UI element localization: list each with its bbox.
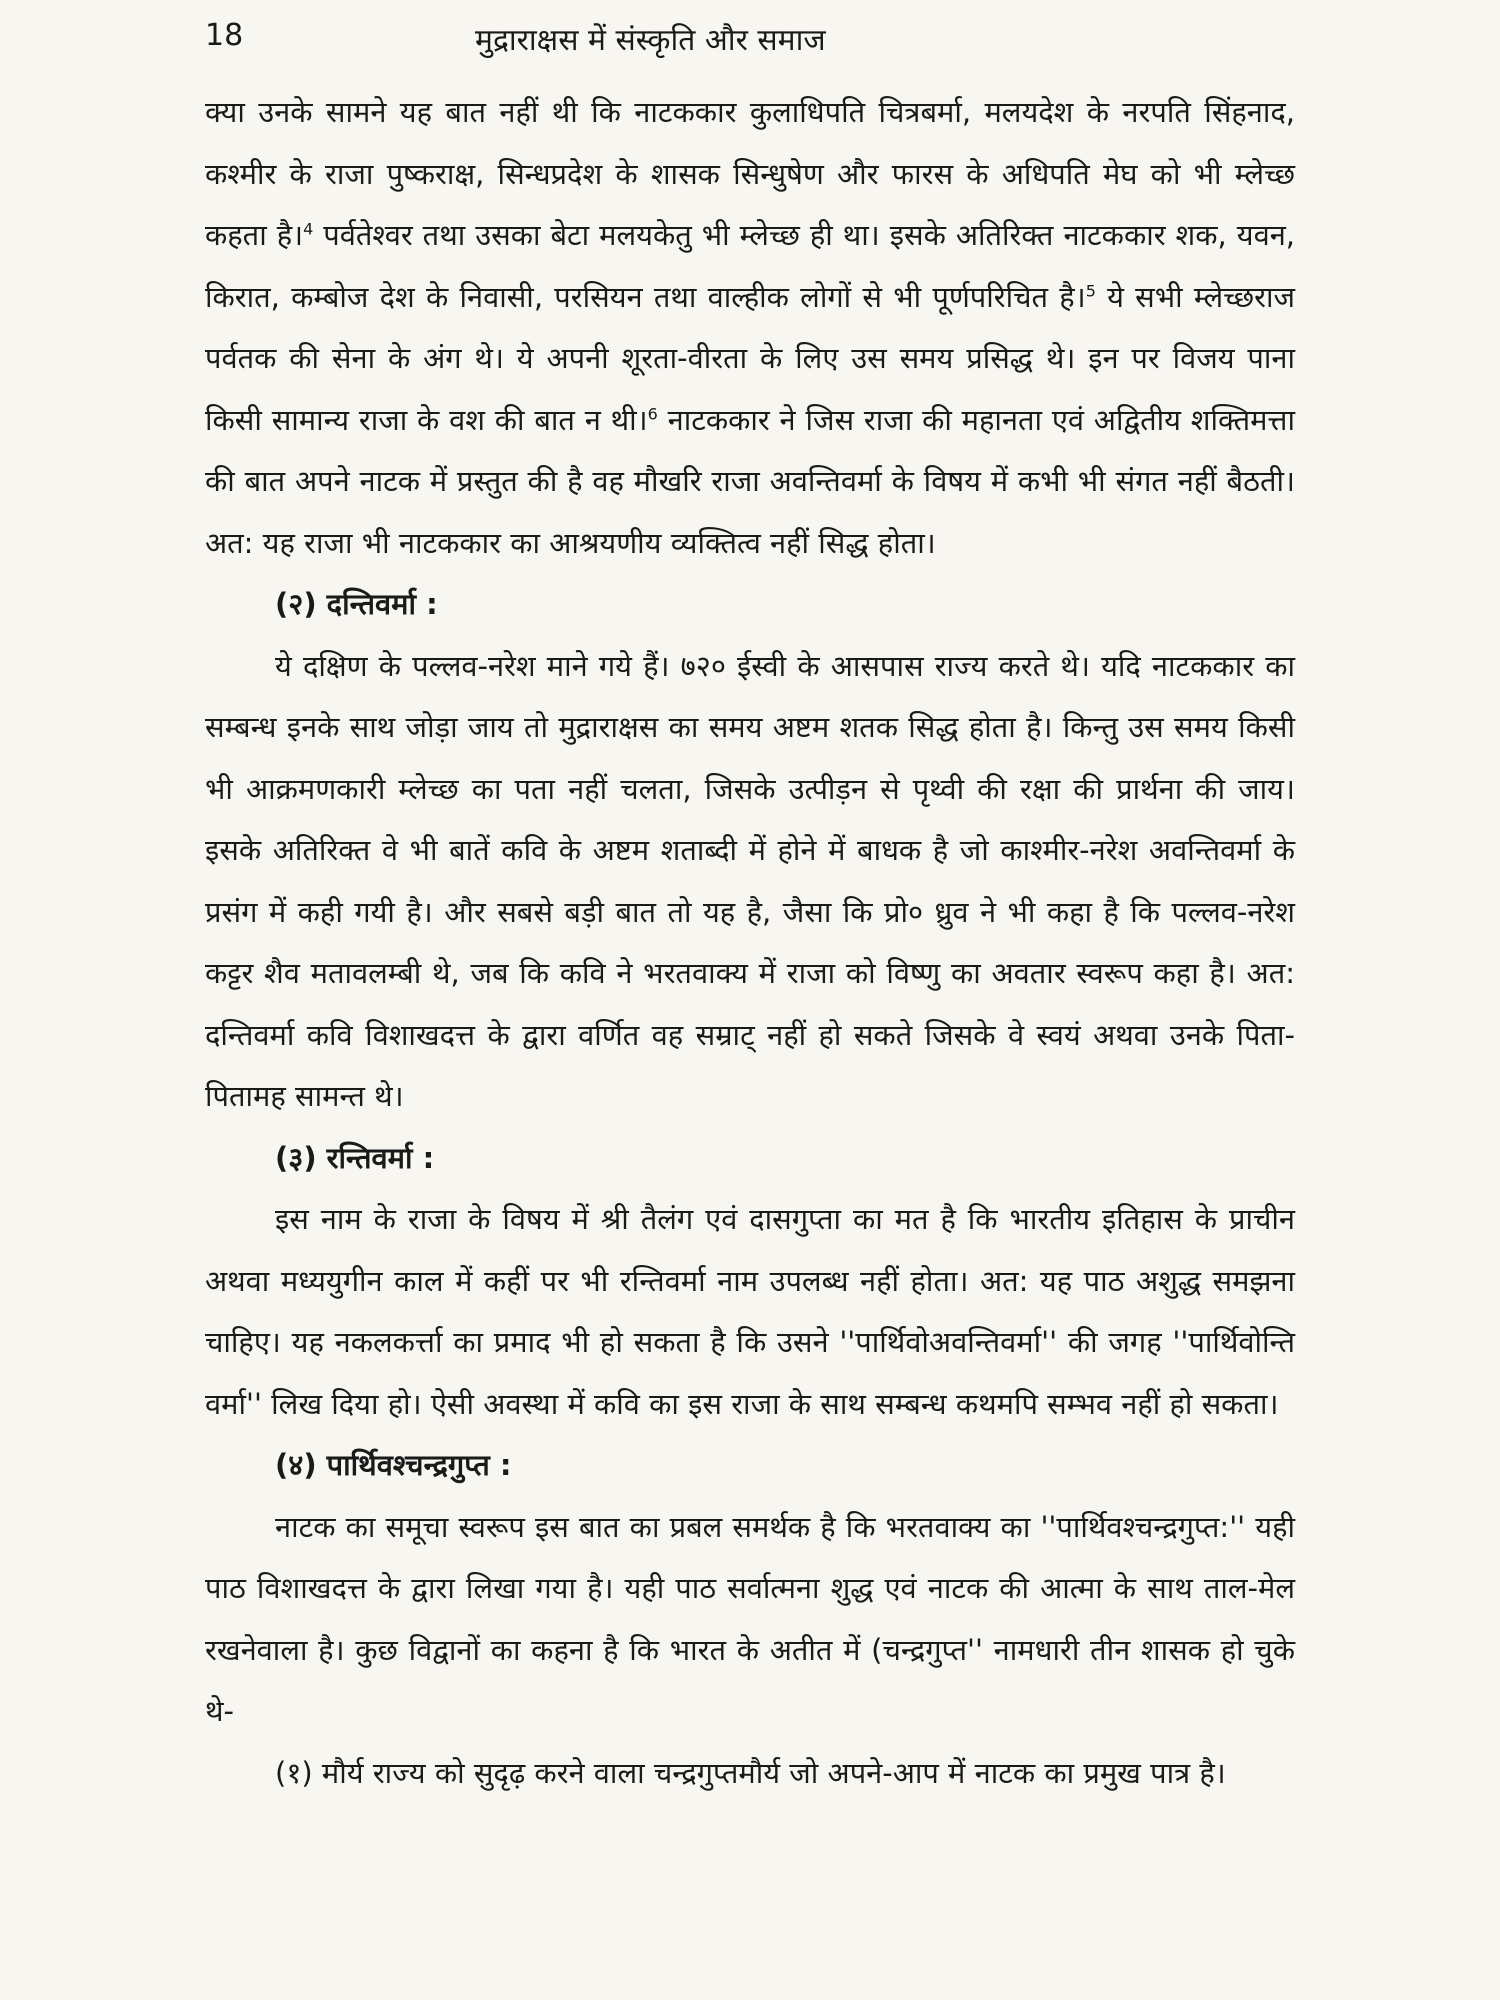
section-heading-rantivarma: (३) रन्तिवर्मा : [275,1140,435,1175]
paragraph-1 [205,82,1295,574]
footnote-marker: 6 [647,403,658,423]
paragraph-text: ये सभी म्लेच्छराज पर्वतक की सेना के अंग थे। ये अपनी शूरता-वीरता के लिए उस समय प्रसिद्ध थे। इन पर विजय पाना किसी सामान्य राजा के वश की बात न थी। [205,279,1295,437]
paragraph-5: (१) मौर्य राज्य को सुदृढ़ करने वाला चन्द्रगुप्तमौर्य जो अपने-आप में नाटक का प्रमुख पात्र है। [275,1755,1226,1790]
section-heading-parthiva: (४) पार्थिवश्चन्द्रगुप्त : [275,1448,512,1482]
paragraph-text: पर्वतेश्वर तथा उसका बेटा मलयकेतु भी म्लेच्छ ही था। इसके अतिरिक्त नाटककार शक, यवन, किरात, कम्बोज देश के निवासी, परसियन तथा वाल्हीक लोगों से भी पूर्णपरिचित है। [205,218,1296,314]
footnote-marker: 5 [1085,280,1096,300]
page-number: 18 [205,18,244,53]
paragraph-3: इस नाम के राजा के विषय में श्री तैलंग एवं दासगुप्ता का मत है कि भारतीय इतिहास के प्राचीन अथवा मध्ययुगीन काल में कहीं पर भी रन्तिवर्मा नाम उपलब्ध नहीं होता। अत: यह पाठ अशुद्ध समझना चाहिए। यह नकलकर्त्ता का प्रमाद भी हो सकता है कि उसने ''पार्थिवोअवन्तिवर्मा'' की जगह ''पार्थिवोन्ति वर्मा'' लिख दिया हो। ऐसी अवस्था में कवि का इस राजा के साथ सम्बन्ध कथमपि सम्भव नहीं हो सकता। [205,1202,1295,1421]
running-title: मुद्राराक्षस में संस्कृति और समाज [475,23,826,58]
paragraph-text: नाटककार ने जिस राजा की महानता एवं अद्वितीय शक्तिमत्ता की बात अपने नाटक में प्रस्तुत की है वह मौखरि राजा अवन्तिवर्मा के विषय में कभी भी संगत नहीं बैठती। अत: यह राजा भी नाटककार का आश्रयणीय व्यक्तित्व नहीं सिद्ध होता। [205,402,1295,560]
body-text [205,82,1295,1804]
paragraph-4: नाटक का समूचा स्वरूप इस बात का प्रबल समर्थक है कि भरतवाक्य का ''पार्थिवश्चन्द्रगुप्त:'' यही पाठ विशाखदत्त के द्वारा लिखा गया है। यही पाठ सर्वात्मना शुद्ध एवं नाटक की आत्मा के साथ ताल-मेल रखनेवाला है। कुछ विद्वानों का कहना है कि भारत के अतीत में (चन्द्रगुप्त'' नामधारी तीन शासक हो चुके थे- [205,1509,1295,1728]
paragraph-2: ये दक्षिण के पल्लव-नरेश माने गये हैं। ७२० ईस्वी के आसपास राज्य करते थे। यदि नाटककार का सम्बन्ध इनके साथ जोड़ा जाय तो मुद्राराक्षस का समय अष्टम शतक सिद्ध होता है। किन्तु उस समय किसी भी आक्रमणकारी म्लेच्छ का पता नहीं चलता, जिसके उत्पीड़न से पृथ्वी की रक्षा की प्रार्थना की जाय। इसके अतिरिक्त वे भी बातें कवि के अष्टम शताब्दी में होने में बाधक है जो काश्मीर-नरेश अवन्तिवर्मा के प्रसंग में कही गयी है। और सबसे बड़ी बात तो यह है, जैसा कि प्रो० ध्रुव ने भी कहा है कि पल्लव-नरेश कट्टर शैव मतावलम्बी थे, जब कि कवि ने भरतवाक्य में राजा को विष्णु का अवतार स्वरूप कहा है। अत: दन्तिवर्मा कवि विशाखदत्त के द्वारा वर्णित वह सम्राट् नहीं हो सकते जिसके वे स्वयं अथवा उनके पिता-पितामह सामन्त थे। [205,648,1295,1113]
paragraph-text: क्या उनके सामने यह बात नहीं थी कि नाटककार कुलाधिपति चित्रबर्मा, मलयदेश के नरपति सिंहनाद, कश्मीर के राजा पुष्कराक्ष, सिन्धप्रदेश के शासक सिन्धुषेण और फारस के अधिपति मेघ को भी म्लेच्छ कहता है। [205,95,1295,252]
section-heading-dantivarma: (२) दन्तिवर्मा : [275,587,438,621]
page-header [205,18,1300,68]
footnote-marker: 4 [303,219,314,239]
